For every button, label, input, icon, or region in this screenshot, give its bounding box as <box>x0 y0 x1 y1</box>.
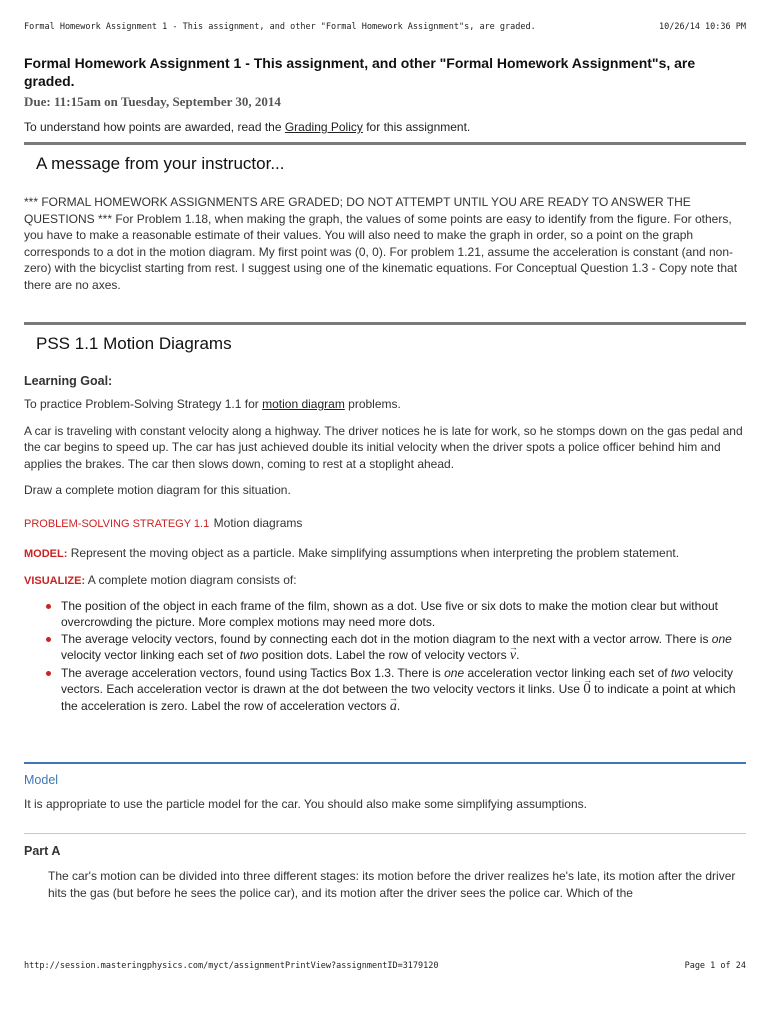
goal-suffix: problems. <box>344 397 401 411</box>
problem-scenario: A car is traveling with constant velocity along a highway. The driver notices he is late for work, so he stomps down on the gas pedal and the car begins to speed up. The car has just achieved double its initial velocity when the driver spots a police officer behind him and applies the brakes. The car then slows down, coming to rest at a stoplight ahead. <box>24 423 743 471</box>
problem-instruction: Draw a complete motion diagram for this situation. <box>24 483 291 497</box>
bullet-icon <box>46 637 51 642</box>
emphasis-one: one <box>444 665 465 680</box>
print-header-title: Formal Homework Assignment 1 - This assignment, and other "Formal Homework Assignment"s, are graded. <box>24 22 536 32</box>
learning-goal-label: Learning Goal: <box>24 374 113 388</box>
bullet-text: velocity vector linking each set of <box>61 648 240 662</box>
strategy-label: PROBLEM-SOLVING STRATEGY 1.1 <box>24 517 210 530</box>
emphasis-two: two <box>670 665 690 680</box>
model-heading: Model <box>24 773 59 787</box>
emphasis-two: two <box>239 648 259 662</box>
bullet-text: The average acceleration vectors, found using Tactics Box 1.3. There is <box>61 665 445 680</box>
visualize-text: A complete motion diagram consists of: <box>87 573 297 587</box>
bullet-text: . <box>516 648 520 662</box>
learning-goal-text <box>24 396 746 413</box>
strategy-title: Motion diagrams <box>213 515 303 530</box>
model-label: MODEL: <box>24 547 68 560</box>
print-footer-url: http://session.masteringphysics.com/myct/assignmentPrintView?assignmentID=3179120 <box>24 961 439 971</box>
list-item <box>24 598 746 631</box>
strategy-model <box>24 545 746 563</box>
part-a-divider <box>24 833 746 834</box>
motion-diagram-link[interactable]: motion diagram <box>262 397 345 411</box>
print-header-datetime: 10/26/14 10:36 PM <box>659 22 746 32</box>
grading-suffix: for this assignment. <box>362 120 471 134</box>
problem-divider <box>24 322 746 325</box>
grading-policy-link[interactable]: Grading Policy <box>284 120 363 134</box>
instructor-divider <box>24 142 746 145</box>
bullet-icon <box>46 604 51 609</box>
goal-prefix: To practice Problem-Solving Strategy 1.1 for <box>24 397 263 411</box>
grading-prefix: To understand how points are awarded, read the <box>24 120 285 134</box>
bullet-text: acceleration vector linking each set of <box>464 665 671 680</box>
zero-vector-symbol: → 0 <box>583 681 591 697</box>
due-date: Due: 11:15am on Tuesday, September 30, 2014 <box>24 94 281 109</box>
instructor-heading: A message from your instructor... <box>36 154 285 173</box>
bullet-text: velocity vectors. Each acceleration vector is drawn at the dot between the two velocity vectors it links. Use <box>61 665 733 696</box>
list-item <box>24 631 746 665</box>
model-divider <box>24 762 746 764</box>
part-a-heading: Part A <box>24 844 61 858</box>
instructor-message: *** FORMAL HOMEWORK ASSIGNMENTS ARE GRADED; DO NOT ATTEMPT UNTIL YOU ARE READY TO ANSWER THE QUESTIONS *** For Problem 1.18, when making the graph, the values of some points are easy to identify from the figure. For others, you have to make a reasonable estimate of their values. You will also need to make the graph in order, so a point on the graph corresponds to a dot in the motion diagram. My first point was (0, 0). For problem 1.21, assume the acceleration is constant (and non-zero) with the bicyclist starting from rest. I suggest using one of the kinematic equations. For Conceptual Question 1.3 - Copy note that there are no axes. <box>24 195 738 292</box>
bullet-text: . <box>396 698 401 713</box>
bullet-text: to indicate a point at which the acceleration is zero. Label the row of acceleration vectors <box>61 682 736 713</box>
visualize-label: VISUALIZE: <box>24 575 86 587</box>
bullet-text: position dots. Label the row of velocity vectors <box>258 648 510 662</box>
problem-heading: PSS 1.1 Motion Diagrams <box>36 334 232 353</box>
bullet-text: The average velocity vectors, found by connecting each dot in the motion diagram to the next with a vector arrow. There is <box>61 631 712 646</box>
model-description: It is appropriate to use the particle model for the car. You should also make some simplifying assumptions. <box>24 797 587 811</box>
assignment-content <box>24 54 746 901</box>
list-item <box>24 665 746 716</box>
bullet-icon <box>46 671 51 676</box>
model-text: Represent the moving object as a particle. Make simplifying assumptions when interpreting the problem statement. <box>70 545 680 560</box>
velocity-vector-symbol: → v <box>510 648 516 663</box>
assignment-title: Formal Homework Assignment 1 - This assignment, and other "Formal Homework Assignment"s, are graded. <box>24 55 696 89</box>
part-a-text: The car's motion can be divided into three different stages: its motion before the driver realizes he's late, its motion after the driver hits the gas (but before he sees the police car), and its motion after the driver sees the police car. Which of the <box>48 869 736 900</box>
strategy-visualize <box>24 572 746 590</box>
strategy-list <box>24 598 746 716</box>
acceleration-vector-symbol: → a <box>390 699 397 714</box>
print-footer-page: Page 1 of 24 <box>684 961 746 971</box>
print-header <box>24 22 746 32</box>
strategy-heading <box>24 514 746 532</box>
emphasis-one: one <box>711 631 732 646</box>
print-footer <box>24 961 746 971</box>
grading-note <box>24 120 746 134</box>
bullet-text: The position of the object in each frame of the film, shown as a dot. Use five or six dots to make the motion clear but without overcrowding the picture. More complex motions may need more dots. <box>61 598 718 629</box>
